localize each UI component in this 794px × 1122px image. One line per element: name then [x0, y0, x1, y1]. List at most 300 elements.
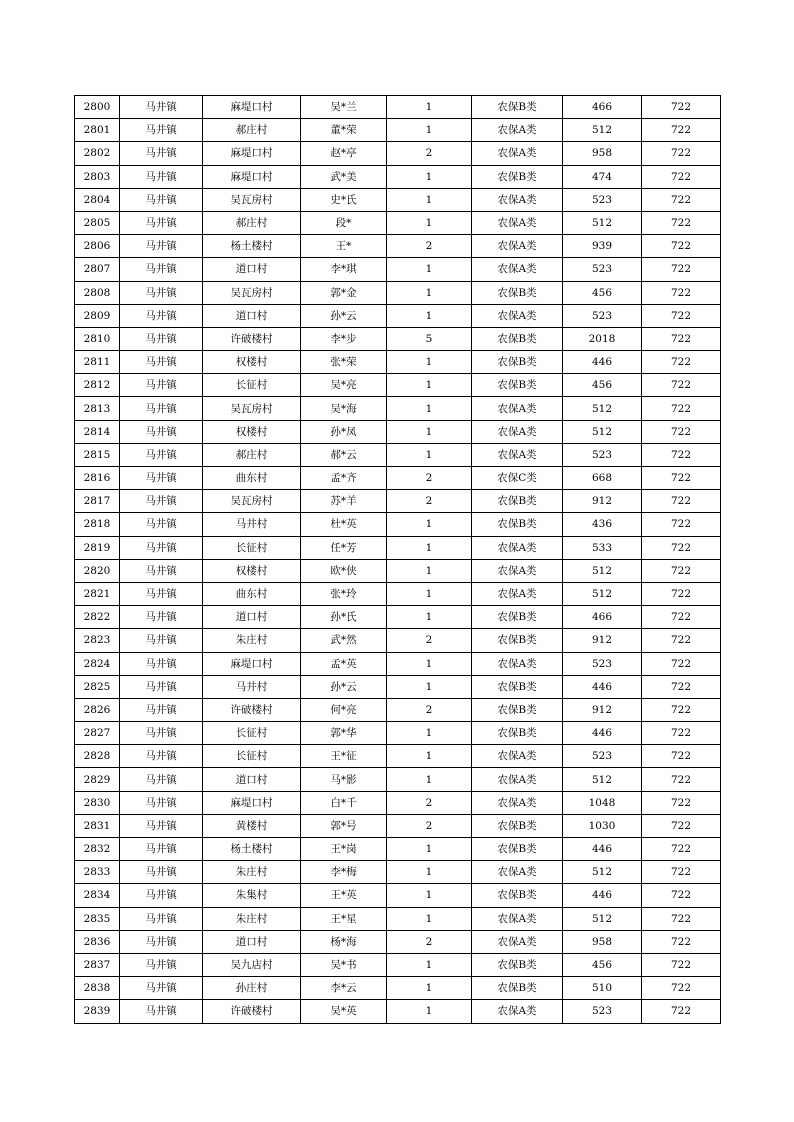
household-count-cell: 1 — [387, 513, 472, 536]
category-cell: 农保A类 — [472, 559, 563, 582]
name-cell: 孙*凤 — [301, 420, 387, 443]
category-cell: 农保B类 — [472, 722, 563, 745]
village-cell: 郝庄村 — [203, 211, 301, 234]
amount-cell: 474 — [563, 165, 642, 188]
name-cell: 李*琪 — [301, 258, 387, 281]
category-cell: 农保A类 — [472, 861, 563, 884]
amount-cell: 958 — [563, 930, 642, 953]
amount-cell: 466 — [563, 96, 642, 119]
name-cell: 孙*云 — [301, 304, 387, 327]
standard-cell: 722 — [642, 559, 721, 582]
row-number-cell: 2831 — [75, 814, 120, 837]
amount-cell: 512 — [563, 582, 642, 605]
table-row — [75, 304, 721, 327]
household-count-cell: 1 — [387, 722, 472, 745]
category-cell: 农保B类 — [472, 814, 563, 837]
category-cell: 农保A类 — [472, 142, 563, 165]
name-cell: 任*芳 — [301, 536, 387, 559]
town-cell: 马井镇 — [120, 953, 203, 976]
standard-cell: 722 — [642, 235, 721, 258]
row-number-cell: 2821 — [75, 582, 120, 605]
town-cell: 马井镇 — [120, 629, 203, 652]
name-cell: 郭*号 — [301, 814, 387, 837]
amount-cell: 456 — [563, 281, 642, 304]
household-count-cell: 1 — [387, 281, 472, 304]
table-row — [75, 652, 721, 675]
category-cell: 农保A类 — [472, 791, 563, 814]
town-cell: 马井镇 — [120, 397, 203, 420]
village-cell: 长征村 — [203, 536, 301, 559]
row-number-cell: 2810 — [75, 327, 120, 350]
village-cell: 道口村 — [203, 768, 301, 791]
category-cell: 农保B类 — [472, 351, 563, 374]
name-cell: 王*星 — [301, 907, 387, 930]
standard-cell: 722 — [642, 351, 721, 374]
village-cell: 麻堤口村 — [203, 142, 301, 165]
village-cell: 麻堤口村 — [203, 791, 301, 814]
table-row — [75, 629, 721, 652]
household-count-cell: 1 — [387, 652, 472, 675]
standard-cell: 722 — [642, 884, 721, 907]
standard-cell: 722 — [642, 119, 721, 142]
category-cell: 农保A类 — [472, 235, 563, 258]
name-cell: 李*步 — [301, 327, 387, 350]
household-count-cell: 1 — [387, 977, 472, 1000]
standard-cell: 722 — [642, 513, 721, 536]
amount-cell: 446 — [563, 838, 642, 861]
village-cell: 道口村 — [203, 304, 301, 327]
row-number-cell: 2823 — [75, 629, 120, 652]
town-cell: 马井镇 — [120, 791, 203, 814]
row-number-cell: 2836 — [75, 930, 120, 953]
village-cell: 麻堤口村 — [203, 652, 301, 675]
table-row — [75, 930, 721, 953]
name-cell: 吴*亮 — [301, 374, 387, 397]
town-cell: 马井镇 — [120, 235, 203, 258]
row-number-cell: 2839 — [75, 1000, 120, 1023]
name-cell: 李*云 — [301, 977, 387, 1000]
amount-cell: 512 — [563, 861, 642, 884]
standard-cell: 722 — [642, 652, 721, 675]
town-cell: 马井镇 — [120, 768, 203, 791]
name-cell: 孙*氏 — [301, 606, 387, 629]
town-cell: 马井镇 — [120, 861, 203, 884]
name-cell: 吴*海 — [301, 397, 387, 420]
household-count-cell: 1 — [387, 606, 472, 629]
table-row — [75, 606, 721, 629]
table-row — [75, 351, 721, 374]
town-cell: 马井镇 — [120, 188, 203, 211]
standard-cell: 722 — [642, 907, 721, 930]
row-number-cell: 2817 — [75, 490, 120, 513]
amount-cell: 523 — [563, 745, 642, 768]
standard-cell: 722 — [642, 397, 721, 420]
amount-cell: 912 — [563, 490, 642, 513]
village-cell: 杨土楼村 — [203, 838, 301, 861]
name-cell: 王* — [301, 235, 387, 258]
town-cell: 马井镇 — [120, 142, 203, 165]
table-row — [75, 791, 721, 814]
household-count-cell: 2 — [387, 490, 472, 513]
town-cell: 马井镇 — [120, 930, 203, 953]
row-number-cell: 2811 — [75, 351, 120, 374]
household-count-cell: 2 — [387, 629, 472, 652]
household-count-cell: 1 — [387, 374, 472, 397]
table-row — [75, 814, 721, 837]
town-cell: 马井镇 — [120, 698, 203, 721]
town-cell: 马井镇 — [120, 652, 203, 675]
table-row — [75, 443, 721, 466]
row-number-cell: 2804 — [75, 188, 120, 211]
standard-cell: 722 — [642, 258, 721, 281]
standard-cell: 722 — [642, 953, 721, 976]
village-cell: 郝庄村 — [203, 119, 301, 142]
table-row — [75, 861, 721, 884]
household-count-cell: 1 — [387, 304, 472, 327]
town-cell: 马井镇 — [120, 1000, 203, 1023]
amount-cell: 523 — [563, 1000, 642, 1023]
town-cell: 马井镇 — [120, 838, 203, 861]
table-row — [75, 884, 721, 907]
village-cell: 许破楼村 — [203, 327, 301, 350]
village-cell: 朱庄村 — [203, 629, 301, 652]
town-cell: 马井镇 — [120, 490, 203, 513]
name-cell: 马*影 — [301, 768, 387, 791]
amount-cell: 2018 — [563, 327, 642, 350]
amount-cell: 523 — [563, 304, 642, 327]
amount-cell: 510 — [563, 977, 642, 1000]
household-count-cell: 1 — [387, 582, 472, 605]
table-row — [75, 211, 721, 234]
village-cell: 长征村 — [203, 374, 301, 397]
amount-cell: 1030 — [563, 814, 642, 837]
category-cell: 农保A类 — [472, 536, 563, 559]
category-cell: 农保B类 — [472, 165, 563, 188]
household-count-cell: 1 — [387, 211, 472, 234]
standard-cell: 722 — [642, 675, 721, 698]
table-row — [75, 768, 721, 791]
town-cell: 马井镇 — [120, 304, 203, 327]
row-number-cell: 2825 — [75, 675, 120, 698]
village-cell: 曲东村 — [203, 582, 301, 605]
household-count-cell: 1 — [387, 536, 472, 559]
amount-cell: 512 — [563, 768, 642, 791]
household-count-cell: 1 — [387, 1000, 472, 1023]
town-cell: 马井镇 — [120, 536, 203, 559]
row-number-cell: 2822 — [75, 606, 120, 629]
village-cell: 马井村 — [203, 513, 301, 536]
amount-cell: 446 — [563, 351, 642, 374]
amount-cell: 512 — [563, 420, 642, 443]
town-cell: 马井镇 — [120, 467, 203, 490]
town-cell: 马井镇 — [120, 443, 203, 466]
category-cell: 农保A类 — [472, 420, 563, 443]
table-row — [75, 142, 721, 165]
household-count-cell: 1 — [387, 397, 472, 420]
household-count-cell: 1 — [387, 907, 472, 930]
row-number-cell: 2813 — [75, 397, 120, 420]
household-count-cell: 1 — [387, 258, 472, 281]
standard-cell: 722 — [642, 374, 721, 397]
standard-cell: 722 — [642, 838, 721, 861]
category-cell: 农保C类 — [472, 467, 563, 490]
table-row — [75, 838, 721, 861]
household-count-cell: 2 — [387, 142, 472, 165]
town-cell: 马井镇 — [120, 582, 203, 605]
table-row — [75, 281, 721, 304]
row-number-cell: 2800 — [75, 96, 120, 119]
name-cell: 郭*金 — [301, 281, 387, 304]
amount-cell: 523 — [563, 652, 642, 675]
town-cell: 马井镇 — [120, 907, 203, 930]
household-count-cell: 1 — [387, 838, 472, 861]
standard-cell: 722 — [642, 420, 721, 443]
household-count-cell: 2 — [387, 698, 472, 721]
standard-cell: 722 — [642, 1000, 721, 1023]
town-cell: 马井镇 — [120, 211, 203, 234]
table-row — [75, 953, 721, 976]
standard-cell: 722 — [642, 536, 721, 559]
standard-cell: 722 — [642, 814, 721, 837]
amount-cell: 446 — [563, 675, 642, 698]
roster-body — [75, 96, 721, 1024]
town-cell: 马井镇 — [120, 374, 203, 397]
category-cell: 农保B类 — [472, 698, 563, 721]
household-count-cell: 1 — [387, 96, 472, 119]
category-cell: 农保A类 — [472, 582, 563, 605]
table-row — [75, 374, 721, 397]
standard-cell: 722 — [642, 791, 721, 814]
town-cell: 马井镇 — [120, 327, 203, 350]
amount-cell: 512 — [563, 211, 642, 234]
table-row — [75, 698, 721, 721]
amount-cell: 958 — [563, 142, 642, 165]
village-cell: 孙庄村 — [203, 977, 301, 1000]
amount-cell: 523 — [563, 188, 642, 211]
category-cell: 农保A类 — [472, 652, 563, 675]
row-number-cell: 2805 — [75, 211, 120, 234]
table-row — [75, 397, 721, 420]
household-count-cell: 2 — [387, 791, 472, 814]
name-cell: 王*英 — [301, 884, 387, 907]
standard-cell: 722 — [642, 629, 721, 652]
village-cell: 吴瓦房村 — [203, 281, 301, 304]
amount-cell: 466 — [563, 606, 642, 629]
row-number-cell: 2818 — [75, 513, 120, 536]
row-number-cell: 2814 — [75, 420, 120, 443]
village-cell: 权楼村 — [203, 351, 301, 374]
household-count-cell: 1 — [387, 861, 472, 884]
row-number-cell: 2832 — [75, 838, 120, 861]
name-cell: 张*玲 — [301, 582, 387, 605]
name-cell: 苏*羊 — [301, 490, 387, 513]
town-cell: 马井镇 — [120, 96, 203, 119]
standard-cell: 722 — [642, 930, 721, 953]
table-row — [75, 582, 721, 605]
name-cell: 白*千 — [301, 791, 387, 814]
category-cell: 农保A类 — [472, 397, 563, 420]
amount-cell: 1048 — [563, 791, 642, 814]
household-count-cell: 1 — [387, 768, 472, 791]
amount-cell: 523 — [563, 258, 642, 281]
village-cell: 长征村 — [203, 745, 301, 768]
household-count-cell: 1 — [387, 351, 472, 374]
table-row — [75, 490, 721, 513]
standard-cell: 722 — [642, 96, 721, 119]
household-count-cell: 2 — [387, 235, 472, 258]
town-cell: 马井镇 — [120, 165, 203, 188]
table-row — [75, 559, 721, 582]
amount-cell: 436 — [563, 513, 642, 536]
amount-cell: 456 — [563, 953, 642, 976]
village-cell: 麻堤口村 — [203, 165, 301, 188]
row-number-cell: 2827 — [75, 722, 120, 745]
town-cell: 马井镇 — [120, 351, 203, 374]
amount-cell: 523 — [563, 443, 642, 466]
name-cell: 郝*云 — [301, 443, 387, 466]
category-cell: 农保A类 — [472, 258, 563, 281]
row-number-cell: 2808 — [75, 281, 120, 304]
town-cell: 马井镇 — [120, 675, 203, 698]
table-row — [75, 96, 721, 119]
standard-cell: 722 — [642, 443, 721, 466]
table-row — [75, 467, 721, 490]
category-cell: 农保B类 — [472, 629, 563, 652]
name-cell: 武*然 — [301, 629, 387, 652]
village-cell: 吴瓦房村 — [203, 397, 301, 420]
category-cell: 农保B类 — [472, 490, 563, 513]
row-number-cell: 2816 — [75, 467, 120, 490]
category-cell: 农保A类 — [472, 304, 563, 327]
household-count-cell: 1 — [387, 119, 472, 142]
town-cell: 马井镇 — [120, 281, 203, 304]
name-cell: 吴*书 — [301, 953, 387, 976]
roster-sheet — [74, 95, 721, 1024]
category-cell: 农保B类 — [472, 884, 563, 907]
town-cell: 马井镇 — [120, 977, 203, 1000]
town-cell: 马井镇 — [120, 606, 203, 629]
table-row — [75, 722, 721, 745]
category-cell: 农保A类 — [472, 211, 563, 234]
category-cell: 农保B类 — [472, 281, 563, 304]
name-cell: 李*梅 — [301, 861, 387, 884]
household-count-cell: 1 — [387, 884, 472, 907]
village-cell: 道口村 — [203, 606, 301, 629]
table-row — [75, 536, 721, 559]
village-cell: 吴瓦房村 — [203, 490, 301, 513]
row-number-cell: 2833 — [75, 861, 120, 884]
village-cell: 道口村 — [203, 258, 301, 281]
household-count-cell: 5 — [387, 327, 472, 350]
amount-cell: 446 — [563, 884, 642, 907]
name-cell: 段* — [301, 211, 387, 234]
table-row — [75, 327, 721, 350]
category-cell: 农保B类 — [472, 606, 563, 629]
row-number-cell: 2801 — [75, 119, 120, 142]
category-cell: 农保A类 — [472, 907, 563, 930]
standard-cell: 722 — [642, 745, 721, 768]
name-cell: 武*美 — [301, 165, 387, 188]
town-cell: 马井镇 — [120, 559, 203, 582]
name-cell: 杨*海 — [301, 930, 387, 953]
roster-table — [74, 95, 721, 1024]
name-cell: 欧*侠 — [301, 559, 387, 582]
row-number-cell: 2834 — [75, 884, 120, 907]
village-cell: 郝庄村 — [203, 443, 301, 466]
village-cell: 麻堤口村 — [203, 96, 301, 119]
table-row — [75, 977, 721, 1000]
table-row — [75, 675, 721, 698]
village-cell: 权楼村 — [203, 559, 301, 582]
standard-cell: 722 — [642, 490, 721, 513]
standard-cell: 722 — [642, 861, 721, 884]
row-number-cell: 2830 — [75, 791, 120, 814]
standard-cell: 722 — [642, 188, 721, 211]
village-cell: 黄楼村 — [203, 814, 301, 837]
household-count-cell: 2 — [387, 814, 472, 837]
name-cell: 孟*英 — [301, 652, 387, 675]
name-cell: 吴*英 — [301, 1000, 387, 1023]
village-cell: 权楼村 — [203, 420, 301, 443]
amount-cell: 912 — [563, 698, 642, 721]
amount-cell: 512 — [563, 907, 642, 930]
category-cell: 农保B类 — [472, 977, 563, 1000]
name-cell: 杜*英 — [301, 513, 387, 536]
household-count-cell: 1 — [387, 745, 472, 768]
household-count-cell: 1 — [387, 953, 472, 976]
category-cell: 农保A类 — [472, 768, 563, 791]
village-cell: 朱庄村 — [203, 907, 301, 930]
standard-cell: 722 — [642, 698, 721, 721]
town-cell: 马井镇 — [120, 119, 203, 142]
village-cell: 杨土楼村 — [203, 235, 301, 258]
row-number-cell: 2838 — [75, 977, 120, 1000]
table-row — [75, 420, 721, 443]
table-row — [75, 188, 721, 211]
category-cell: 农保A类 — [472, 188, 563, 211]
household-count-cell: 2 — [387, 930, 472, 953]
household-count-cell: 1 — [387, 443, 472, 466]
standard-cell: 722 — [642, 606, 721, 629]
row-number-cell: 2820 — [75, 559, 120, 582]
row-number-cell: 2829 — [75, 768, 120, 791]
name-cell: 王*岗 — [301, 838, 387, 861]
category-cell: 农保B类 — [472, 96, 563, 119]
category-cell: 农保A类 — [472, 930, 563, 953]
name-cell: 郭*华 — [301, 722, 387, 745]
amount-cell: 912 — [563, 629, 642, 652]
village-cell: 马井村 — [203, 675, 301, 698]
standard-cell: 722 — [642, 582, 721, 605]
amount-cell: 512 — [563, 119, 642, 142]
town-cell: 马井镇 — [120, 884, 203, 907]
table-row — [75, 258, 721, 281]
table-row — [75, 119, 721, 142]
village-cell: 许破楼村 — [203, 698, 301, 721]
table-row — [75, 907, 721, 930]
household-count-cell: 1 — [387, 559, 472, 582]
amount-cell: 668 — [563, 467, 642, 490]
name-cell: 吴*兰 — [301, 96, 387, 119]
row-number-cell: 2826 — [75, 698, 120, 721]
table-row — [75, 745, 721, 768]
category-cell: 农保B类 — [472, 953, 563, 976]
standard-cell: 722 — [642, 722, 721, 745]
row-number-cell: 2806 — [75, 235, 120, 258]
village-cell: 曲东村 — [203, 467, 301, 490]
category-cell: 农保B类 — [472, 675, 563, 698]
standard-cell: 722 — [642, 165, 721, 188]
